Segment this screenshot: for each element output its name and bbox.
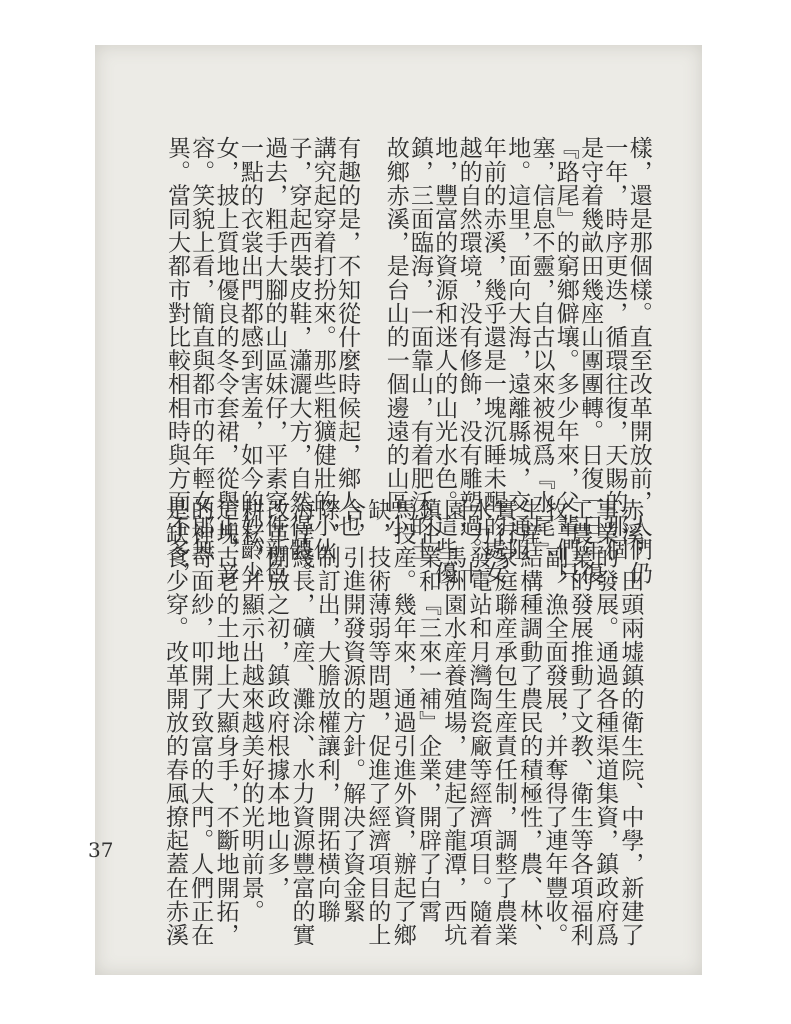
text-column-lower: 是缺食少穿。改革開放的春風撩起蓋在赤溪 <box>162 498 188 947</box>
text-column-upper: 地，豐富的資源和迷人的山光水色。這些優 <box>431 136 458 585</box>
text-column-lower: 合，引進開發資源的方針。解决了資金緊 <box>339 498 366 923</box>
text-column-upper: 樣，還是那個樣。直至改革開放前，人們仍 <box>625 136 652 585</box>
text-column-lower: 這塊古老的土地上大顯身手，不斷地開拓， <box>212 498 239 947</box>
text-column-lower: 事業的發展。通過各種渠道集資，鎮政府爲 <box>592 498 619 947</box>
text-column-lower: 改革開放之初，鎮政府根據本地山多， <box>263 498 290 900</box>
text-column-upper: 年前的赤溪，幾乎還是一塊沉睡未醒的處女 <box>479 136 506 585</box>
text-column-upper: 過去，粗手大腳的山區妹仔，平素穿件新色 <box>261 136 288 585</box>
text-column-lower: 鎮企業和『三來一補』企業，開辟了白霄 <box>415 498 441 923</box>
text-column-lower: 工農業的發展推動了文教、衛生等各項福利 <box>566 498 593 947</box>
text-column-lower: 實行家庭聯産承包生産責任制，調整了農業 <box>490 498 517 947</box>
text-column-upper: 容。笑貌上看，簡直與都市的年輕女郎無 <box>188 136 215 561</box>
text-column-upper: 越的自然環境，没有修飾，没有雕塑過。十 <box>455 136 482 585</box>
page-number: 37 <box>88 838 114 862</box>
text-column-upper: 塞，信息不靈，自古以來被視爲『水尾』、 <box>528 136 555 573</box>
text-column-upper: 女，披上質地優良的冬令套裙，從舉止，音 <box>212 136 239 585</box>
text-column-upper: 『路尾』的窮鄉僻壤。多少年來，父輩們只 <box>552 136 579 585</box>
text-column-upper: 一點的衣裳出門都感到害羞，如今的妙齡少 <box>236 136 263 585</box>
text-column-upper: 故鄉赤溪，是台山的一個邊遠的山區小 <box>382 136 409 538</box>
text-column-upper: 地。這里，面向大海，遠離縣城，交通阻 <box>504 136 531 561</box>
text-column-upper: 講究起穿着打扮來。那些粗獷健壯的小伙 <box>309 136 336 561</box>
text-column-lower: 水力發電站和月灣陶瓷廠等經濟項目。隨着 <box>465 498 492 947</box>
text-column-upper: 一年，時序更迭，循環往復，天賜的那個 <box>601 136 628 561</box>
text-column-upper: 鎮，三面臨海，一面靠山，有着肥沃的土 <box>407 136 433 561</box>
text-column-upper: 有趣的是，不知從什麼時候起，鄉人也 <box>334 136 361 538</box>
text-column-lower: 際，制訂出，大膽放權讓利，開拓横向聯 <box>313 498 340 923</box>
text-column-lower: 馬投産。幾年來，通過引進外資，辦起了鄉 <box>389 498 416 947</box>
text-column-lower: 的神奇面紗，叩開了致富的大門。人們正在 <box>187 498 214 947</box>
text-column-upper: 子，穿起西裝皮鞋，瀟灑大方，自然得體。 <box>285 136 312 585</box>
text-column-upper: 異。當同大都市對比較相相時與方面不多， <box>164 136 190 585</box>
text-column-lower: 耕耘，并顯示出越來越美好的光明前景。 <box>237 498 264 923</box>
text-column-lower: 赤溪，田頭兩墟鎮的衛生院、中學，新建了 <box>617 498 644 947</box>
text-column-lower: 生産結構種調動了農民的積極性，農、林、 <box>516 498 543 947</box>
text-column-lower: 牧、副、漁全面發展，并奪得了連年豐收。 <box>541 498 568 947</box>
text-column-lower: 海岸綫長，礦産、灘涂、水力資源豐富的實 <box>288 498 315 947</box>
text-column-upper: 是守着幾畝田幾座山團團轉。日復一日年復 <box>577 136 604 585</box>
text-column-lower: 缺，技術薄弱等問題，促進了經濟項目的上 <box>364 498 391 947</box>
text-column-lower: 園，馬洲園水産養殖場，建起了龍潭，西坑 <box>440 498 467 947</box>
